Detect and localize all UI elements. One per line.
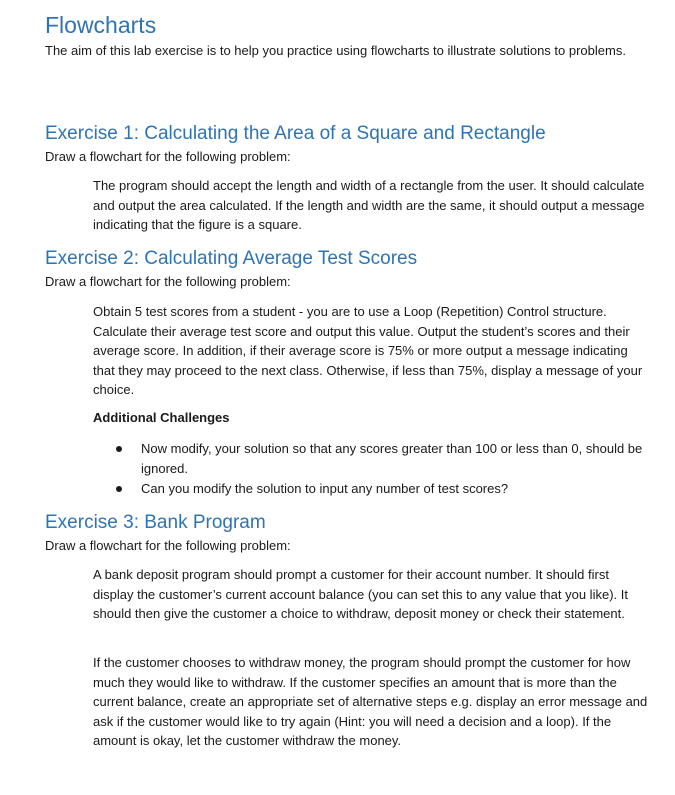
challenge-text: Can you modify the solution to input any number of test scores? [141, 481, 509, 496]
exercise-2-heading: Exercise 2: Calculating Average Test Scores [45, 248, 418, 269]
bullet-icon [116, 446, 122, 452]
exercise-1-body: The program should accept the length and width of a rectangle from the user. It should calculate and output the area calculated. If the length and width are the same, it should output a message indicating that the figure is a square. [93, 178, 645, 232]
list-item [93, 439, 649, 478]
list-item [93, 479, 649, 499]
challenges-list [93, 439, 649, 499]
challenge-text: Now modify, your solution so that any scores greater than 100 or less than 0, should be ignored. [141, 441, 643, 476]
challenges-heading: Additional Challenges [93, 410, 230, 425]
exercise-3-body-2: If the customer chooses to withdraw money, the program should prompt the customer for how much they would like to withdraw. If the customer specifies an amount that is more than the current balance, create an appropriate set of alternative steps e.g. display an error message and ask if the customer would like to try again (Hint: you will need a decision and a loop). If the amount is okay, let the customer withdraw the money. [93, 655, 648, 748]
intro-paragraph: The aim of this lab exercise is to help you practice using flowcharts to illustrate solutions to problems. [45, 43, 626, 58]
exercise-2-body: Obtain 5 test scores from a student - you are to use a Loop (Repetition) Control structure. Calculate their average test score and output this value. Output the student’s scores and their average score. In addition, if their average score is 75% or more output a message indicating that they may proceed to the next class. Otherwise, if less than 75%, display a message of your choice. [93, 304, 643, 397]
exercise-1-heading: Exercise 1: Calculating the Area of a Square and Rectangle [45, 123, 546, 144]
exercise-3-body: A bank deposit program should prompt a customer for their account number. It should first display the customer’s current account balance (you can set this to any value that you like). It should then give the customer a choice to withdraw, deposit money or check their statement. [93, 567, 628, 621]
bullet-icon [116, 486, 122, 492]
page-title: Flowcharts [45, 12, 157, 38]
exercise-2-lead: Draw a flowchart for the following problem: [45, 274, 291, 289]
exercise-3-heading: Exercise 3: Bank Program [45, 512, 266, 533]
exercise-3-lead: Draw a flowchart for the following problem: [45, 538, 291, 553]
exercise-1-lead: Draw a flowchart for the following problem: [45, 149, 291, 164]
